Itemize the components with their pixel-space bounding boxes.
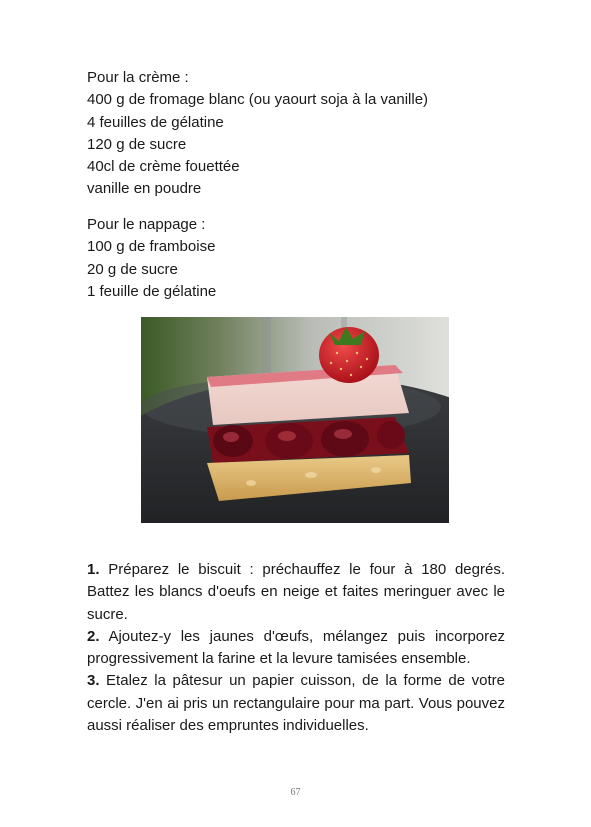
step-paragraph	[87, 559, 505, 626]
cake-photo	[141, 317, 449, 523]
step-text: Ajoutez-y les jaunes d'œufs, mélangez puis incorporez progressivement la farine et la levure tamisées ensemble.	[87, 627, 505, 668]
page-number: 67	[290, 787, 301, 798]
ingredient-line: 100 g de framboise	[87, 238, 216, 256]
step-number: 1.	[87, 561, 100, 578]
ingredient-line: 400 g de fromage blanc (ou yaourt soja à la vanille)	[87, 91, 429, 109]
ingredient-line: 1 feuille de gélatine	[87, 282, 217, 300]
step-text: Préparez le biscuit : préchauffez le four à 180 degrés. Battez les blancs d'oeufs en neige et faites meringuer avec le sucre.	[87, 561, 505, 623]
recipe-steps	[87, 559, 505, 737]
ingredient-line: 20 g de sucre	[87, 260, 178, 278]
step-paragraph	[87, 626, 505, 671]
ingredient-line: 120 g de sucre	[87, 135, 187, 153]
step-number: 3.	[87, 672, 100, 690]
ingredient-line: 4 feuilles de gélatine	[87, 113, 224, 131]
ingredients-nappage	[87, 214, 505, 303]
ingredient-line: vanille en poudre	[87, 180, 202, 198]
section-heading: Pour le nappage :	[87, 216, 206, 233]
ingredient-line: 40cl de crème fouettée	[87, 158, 240, 176]
ingredients-creme	[87, 67, 505, 201]
step-number: 2.	[87, 627, 100, 645]
step-paragraph	[87, 670, 505, 737]
step-text: Etalez la pâtesur un papier cuisson, de la forme de votre cercle. J'en ai pris un rectangulaire pour ma part. Vous pouvez aussi réaliser des empruntes individuelles.	[87, 672, 505, 735]
section-heading: Pour la crème :	[87, 69, 189, 86]
